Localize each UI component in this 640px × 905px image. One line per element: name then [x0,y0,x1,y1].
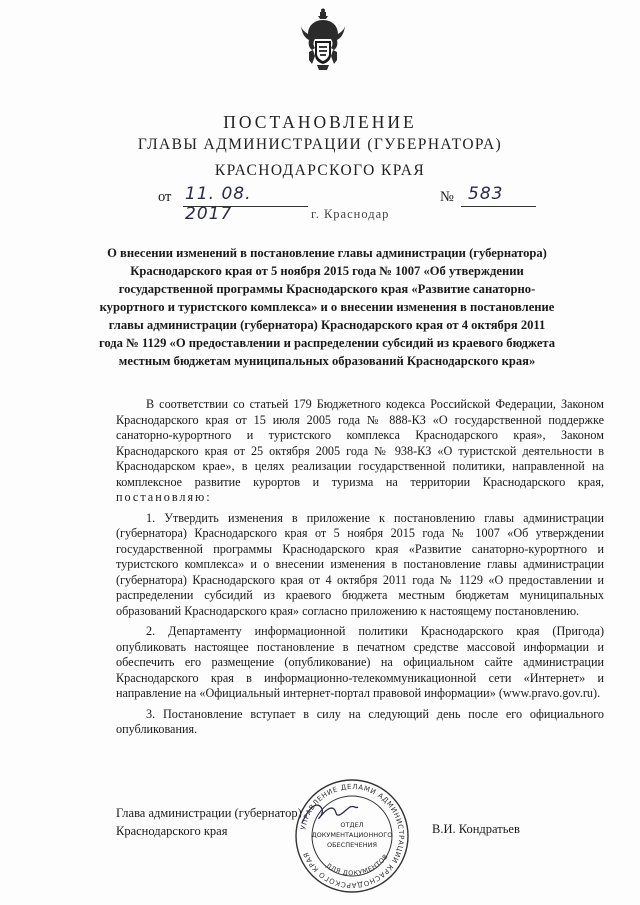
signatory-position-line-2: Краснодарского края [116,824,228,838]
svg-text:ОБЕСПЕЧЕНИЯ: ОБЕСПЕЧЕНИЯ [326,841,378,849]
signatory-position [116,804,302,840]
date-underline [183,206,308,207]
decree-word: постановляю: [116,490,212,504]
paragraph-preamble: В соответствии со статьей 179 Бюджетного кодекса Российской Федерации, Законом Краснодарского края от 15 июля 2005 года № 888-КЗ «О государственной поддержке санаторно-курортного и туристского комплекса Краснодарского края», Законом Краснодарского края от 25 октября 2005 года № 938-КЗ «О туристской деятельности в Краснодарском крае», в целях реализации государственной политики, направленной на комплексное развитие курортов и туризма на территории Краснодарского края, постановляю: [116,397,604,504]
document-number: 583 [468,184,504,204]
svg-text:ОТДЕЛ: ОТДЕЛ [340,821,364,829]
svg-text:УПРАВЛЕНИЕ ДЕЛАМИ АДМИНИСТРАЦИ: УПРАВЛЕНИЕ ДЕЛАМИ АДМИНИСТРАЦИИ КРАСНОДАРСКОГО КРАЯ [299,782,406,890]
document-body [116,397,604,743]
paragraph-1: 1. Утвердить изменения в приложение к постановлению главы администрации (губернатора) Краснодарского края от 5 ноября 2015 года № 1007 «Об утверждении государственной программы Краснодарского края «Развитие санаторно-курортного и туристского комплекса» и о внесении изменения в постановление главы администрации (губернатора) Краснодарского края от 4 октября 2011 года № 1129 «О предоставлении и распределении субсидий из краевого бюджета местным бюджетам муниципальных образований Краснодарского края» согласно приложению к настоящему постановлению. [116,510,604,618]
svg-text:ДОКУМЕНТАЦИОННОГО: ДОКУМЕНТАЦИОННОГО [311,831,393,839]
document-date: 11. 08. 2017 [185,184,252,224]
document-title: О внесении изменений в постановление главы администрации (губернатора) Краснодарского края от 5 ноября 2015 года № 1007 «Об утверждении государственной программы Краснодарского края «Развитие санаторно-курортного и туристского комплекса» и о внесении изменения в постановление главы администрации (губернатора) Краснодарского края от 4 октября 2011 года № 1129 «О предоставлении и распределении субсидий из краевого бюджета местным бюджетам муниципальных образований Краснодарского края» [98,246,556,368]
number-prefix: № [440,189,454,205]
number-underline [461,206,536,207]
svg-text:ДЛЯ ДОКУМЕНТОВ: ДЛЯ ДОКУМЕНТОВ [324,852,390,878]
signatory-position-line-1: Глава администрации (губернатор) [116,806,302,820]
handwritten-signature [300,795,360,835]
signatory-name: В.И. Кондратьев [432,822,520,836]
date-prefix: от [158,189,172,205]
paragraph-2: 2. Департаменту информационной политики Краснодарского края (Пригода) опубликовать настоящее постановление в печатном средстве массовой информации и обеспечить его размещение (опубликование) на официальном сайте администрации Краснодарского края в информационно-телекоммуникационной сети «Интернет» и направление на «Официальный интернет-портал правовой информации» (www.pravo.gov.ru). [116,624,604,700]
city: г. Краснодар [311,207,390,221]
document-type: ПОСТАНОВЛЕНИЕ [223,112,417,132]
paragraph-3: 3. Постановление вступает в силу на следующий день после его официального опубликования. [116,706,604,736]
issuer-line-1: ГЛАВЫ АДМИНИСТРАЦИИ (ГУБЕРНАТОРА) [137,136,503,153]
coat-of-arms-icon [300,8,346,72]
issuer-line-2: КРАСНОДАРСКОГО КРАЯ [214,162,426,179]
